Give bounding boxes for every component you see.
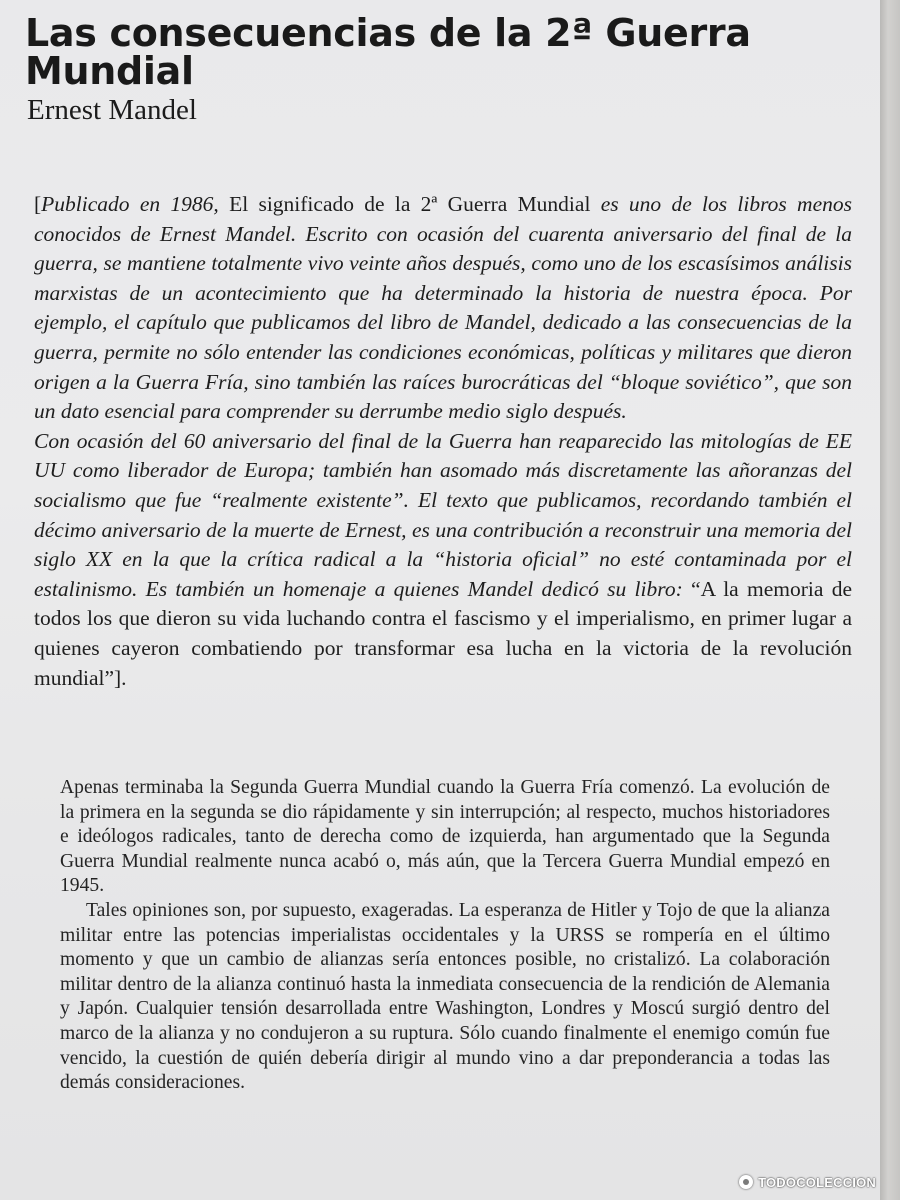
book-title: El significado de la 2ª Guerra Mundial [218, 192, 601, 216]
intro-paragraph-2 [34, 427, 852, 693]
body-paragraph-1: Apenas terminaba la Segunda Guerra Mundial cuando la Guerra Fría comenzó. La evolución de la primera en la segunda se dio rápidamente y sin interrupción; al respecto, muchos historiadores e ideólogos radicales, tanto de derecha como de izquierda, han argumentado que la Segunda Guerra Mundial realmente nunca acabó o, más aún, que la Tercera Guerra Mundial empezó en 1945. [60, 777, 830, 897]
intro-paragraph-1 [34, 190, 852, 427]
intro-paragraph-2-text: Con ocasión del 60 aniversario del final de la Guerra han reaparecido las mitologías de EE UU como liberador de Europa; también han asomado más discretamente las añoranzas del socialismo que fue “realmente existente”. El texto que publicamos, recordando también el décimo aniversario de la muerte de Ernest, es una contribución a reconstruir una memoria del siglo XX en la que la crítica radical a la “historia oficial” no esté contaminada por el estalinismo. Es también un homenaje a quienes Mandel dedicó su libro: [34, 428, 852, 601]
publication-note: Publicado en 1986, [41, 192, 219, 216]
article-title: Las consecuencias de la 2ª Guerra Mundial [25, 11, 751, 93]
todocoleccion-logo-icon [739, 1175, 753, 1189]
body-paragraph-2: Tales opiniones son, por supuesto, exageradas. La esperanza de Hitler y Tojo de que la alianza militar entre las potencias imperialistas occidentales y la URSS se rompería en el último momento y que un cambio de alianzas sería entonces posible, no cristalizó. La colaboración militar dentro de la alianza continuó hasta la inmediata consecuencia de la rendición de Alemania y Japón. Cualquier tensión desarrollada entre Washington, Londres y Moscú surgió dentro del marco de la alianza y no condujeron a su ruptura. Sólo cuando finalmente el enemigo común fue vencido, la cuestión de quién debería dirigir al mundo vino a dar preponderancia a todas las demás consideraciones. [60, 899, 830, 1094]
watermark [739, 1175, 876, 1190]
watermark-text: TODOCOLECCION [758, 1175, 876, 1190]
open-bracket: [ [34, 192, 42, 216]
editorial-intro [34, 190, 852, 693]
intro-paragraph-1-text: es uno de los libros menos conocidos de Ernest Mandel. Escrito con ocasión del cuarenta aniversario del final de la guerra, se mantiene totalmente vivo veinte años después, como uno de los escasísimos análisis marxistas de un acontecimiento que ha determinado la historia de nuestra época. Por ejemplo, el capítulo que publicamos del libro de Mandel, dedicado a las consecuencias de la guerra, permite no sólo entender las condiciones económicas, políticas y militares que dieron origen a la Guerra Fría, sino también las raíces burocráticas del “bloque soviético”, que son un dato esencial para comprender su derrumbe medio siglo después. [34, 192, 852, 424]
page-edge [880, 0, 900, 1200]
article-author: Ernest Mandel [27, 94, 197, 126]
dedication-quote: “A la memoria de todos los que dieron su vida luchando contra el fascismo y el imperialismo, en primer lugar a quienes cayeron combatiendo por transformar esa lucha en la victoria de la revolución mundial”]. [34, 576, 852, 690]
chapter-body [60, 776, 830, 1096]
